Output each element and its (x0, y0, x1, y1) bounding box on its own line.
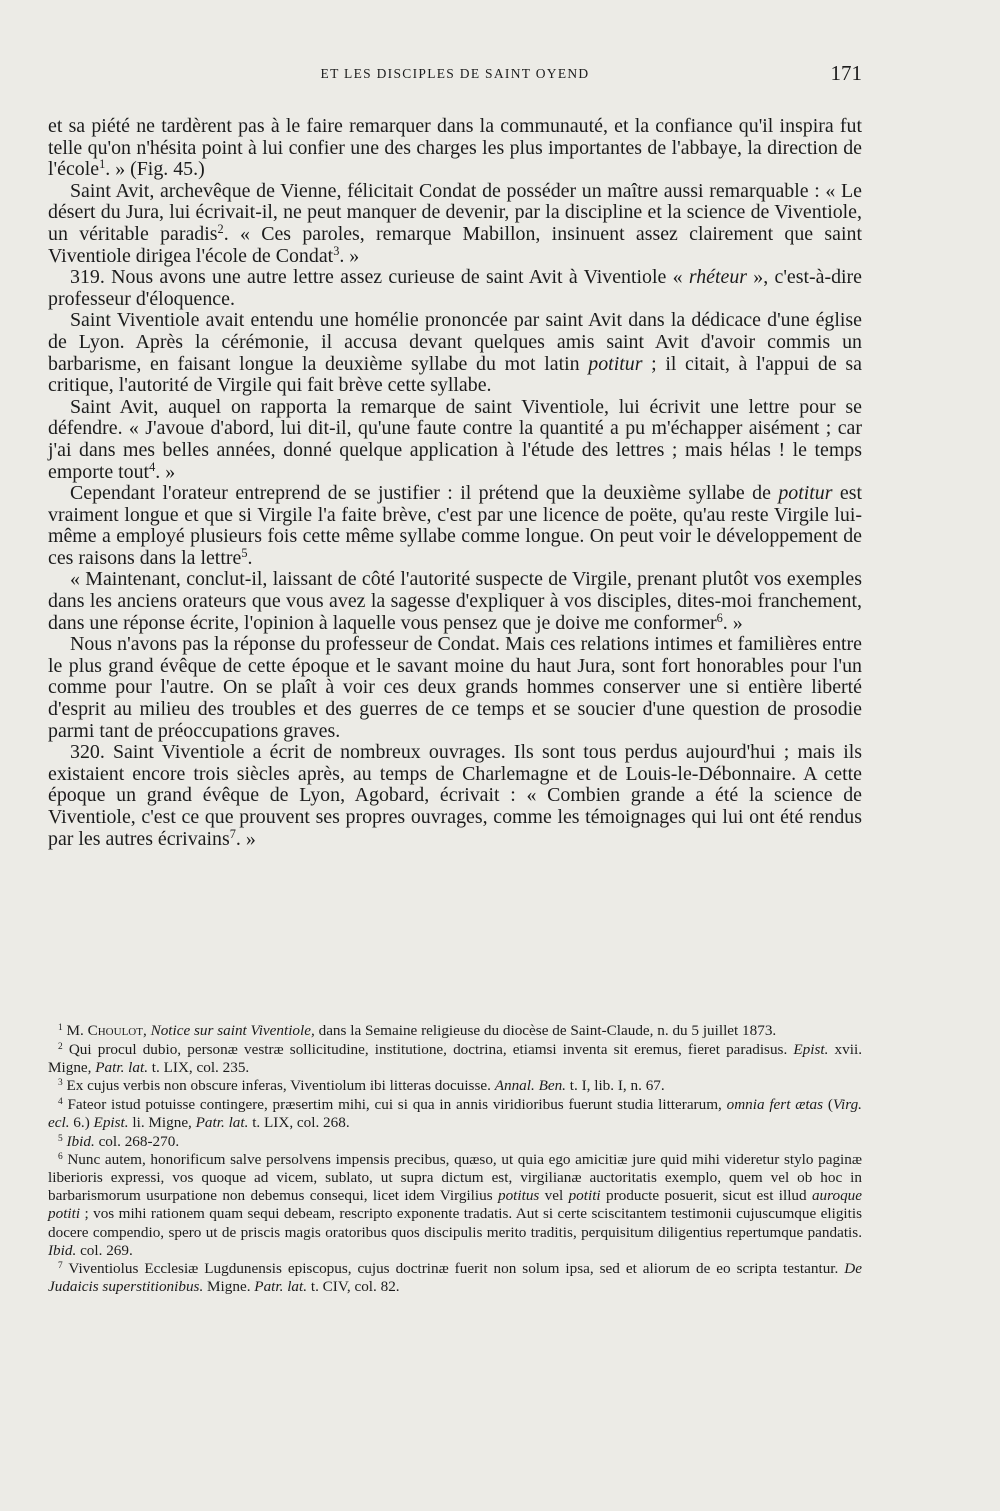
text-run: est vraiment longue et que si Virgile l'a faite brève, c'est par une licence de poëte, qu'au reste Virgile lui-même a employé plusieurs fois cette même syllabe comme longue. On peut voir le développement de ces raisons dans la lettre (48, 482, 862, 569)
text-run: . (247, 546, 253, 569)
note-ref: 1 (99, 157, 106, 172)
note-ref: 7 (58, 1261, 63, 1272)
italic-text: rhéteur (688, 266, 748, 289)
note-ref: 5 (241, 546, 248, 561)
text-run: t. LIX, col. 268. (248, 1113, 350, 1131)
italic-text: potiti (568, 1187, 601, 1205)
footnote (48, 1022, 862, 1040)
italic-text: Ibid. (66, 1132, 95, 1150)
text-run: », c'est-à-dire professeur d'éloquence. (48, 266, 862, 310)
text-run: Viventiolus Ecclesiæ Lugdunensis episcopus, cujus doctrinæ fuerit non solum ipsa, sed et aliorum de eo scripta testantur. (62, 1260, 845, 1278)
text-run: col. 268-270. (94, 1132, 180, 1150)
author-name: Choulot (87, 1022, 143, 1039)
text-run: Nous n'avons pas la réponse du professeur de Condat. Mais ces relations intimes et familières entre le plus grand évêque de cette époque et le savant moine du haut Jura, sont fort honorables pour l'un comme pour l'autre. On se plaît à voir ces deux grands hommes conserver une si entière liberté d'esprit au milieu des troubles et des guerres de ce temps et se soucier d'une question de prosodie parmi tant de préoccupations graves. (48, 633, 862, 742)
text-run: Qui procul dubio, personæ vestræ sollicitudine, institutione, doctrina, etiamsi inventa sit eremus, fieret paradisus. (62, 1040, 794, 1058)
footnotes (48, 1022, 862, 1297)
italic-text: Patr. lat. (95, 1058, 148, 1076)
text-run: t. I, lib. I, n. 67. (565, 1077, 665, 1095)
italic-text: potitur (588, 352, 643, 375)
italic-text: auroque potiti (48, 1187, 862, 1223)
text-run: col. 269. (76, 1241, 133, 1259)
text-run: Cependant l'orateur entreprend de se justifier : il prétend que la deuxième syllabe de (70, 482, 779, 505)
text-run: M. (62, 1022, 88, 1039)
note-ref: 3 (333, 243, 340, 258)
text-run: 6.) (69, 1113, 94, 1131)
text-run: 320. Saint Viventiole a écrit de nombreux ouvrages. Ils sont tous perdus aujourd'hui ; mais ils existaient encore trois siècles après, au temps de Charlemagne et de Louis-le-Débonnaire. A cette époque un grand évêque de Lyon, Agobard, écrivait : « Combien grande a été la science de Viventiole, c'est ce que prouvent ses propres ouvrages, comme les témoignages qui lui ont été rendus par les autres écrivains (48, 741, 862, 850)
text-run: Migne. (203, 1278, 255, 1296)
italic-text: omnia fert ætas (726, 1095, 824, 1113)
italic-text: Epist. (93, 1113, 129, 1131)
paragraph (48, 116, 862, 181)
page-number: 171 (830, 61, 862, 85)
note-ref: 2 (58, 1041, 63, 1052)
paragraph (48, 569, 862, 634)
text-run: . » (339, 244, 360, 267)
body-text (48, 116, 862, 850)
note-ref: 2 (217, 222, 224, 237)
paragraph (48, 397, 862, 483)
footnote (48, 1151, 862, 1260)
footnote (48, 1077, 862, 1095)
text-run: Fateor istud potuisse contingere, præsertim mihi, cui si qua in annis viridioribus fuerunt studia litterarum, (62, 1095, 727, 1113)
text-run: t. LIX, col. 235. (148, 1058, 250, 1076)
text-run: ; il citait, à l'appui de sa critique, l'autorité de Virgile qui fait brève cette syllabe. (48, 352, 862, 397)
text-run: Nunc autem, honorificum salve persolvens impensis precibus, quæso, ut quia ego amicitiæ jure quid mihi videretur stylo paginæ liberioris expressi, vos quoque ad vicem, sublato, ut supra dictum est, virgilianæ auctoritatis exemplo, quem vel ob hoc in barbarismorum usurpatione non debemus consequi, licet idem Virgilius (48, 1151, 862, 1205)
italic-text: Virg. ecl. (48, 1095, 862, 1131)
text-run: Ex cujus verbis non obscure inferas, Viventiolum ibi litteras docuisse. (62, 1077, 495, 1095)
text-run: 319. Nous avons une autre lettre assez curieuse de saint Avit à Viventiole « (70, 266, 689, 289)
text-run: Saint Avit, auquel on rapporta la remarque de saint Viventiole, lui écrivit une lettre pour se défendre. « J'avoue d'abord, lui dit-il, qu'une faute contre la quantité a pu m'échapper aisément ; car j'ai dans mes belles années, donné quelque application à l'étude des lettres ; mais hélas ! le temps emporte tout (48, 395, 862, 483)
footnote (48, 1133, 862, 1151)
text-run: vel (539, 1187, 569, 1205)
italic-text: Notice sur saint Viventiole, (150, 1022, 315, 1039)
paragraph (48, 634, 862, 742)
text-run: . » (235, 827, 256, 850)
note-ref: 3 (58, 1078, 63, 1089)
text-run: ( (823, 1095, 833, 1113)
note-ref: 5 (58, 1133, 63, 1144)
text-run: . » (722, 611, 743, 634)
italic-text: Annal. Ben. (494, 1077, 566, 1095)
text-run: « Maintenant, conclut-il, laissant de côté l'autorité suspecte de Virgile, prenant plutôt vos exemples dans les anciens orateurs que vous avez la sagesse d'expliquer à vos disciples, dites-moi franchement, dans une réponse écrite, l'opinion à laquelle vous pensez que je doive me conformer (48, 568, 862, 634)
paragraph (48, 181, 862, 267)
text-run: ; vos mihi rationem quam sequi debeam, rescripto exponente tradatis. Aut si certe sciscitantem testimonii cujuscumque eligitis docere compendio, spero ut de priscis magis oratoribus quos discipulis merito traditis, perquisitum diligentius repertumque pandatis. (48, 1205, 862, 1241)
note-ref: 6 (716, 610, 723, 625)
note-ref: 4 (149, 459, 156, 474)
text-run: Saint Viventiole avait entendu une homélie prononcée par saint Avit dans la dédicace d'une église de Lyon. Après la cérémonie, il accusa devant quelques amis saint Avit d'avoir commis un barbarisme, en faisant longue la deuxième syllabe du mot latin (48, 309, 862, 375)
italic-text: De Judaicis superstitionibus. (48, 1260, 862, 1296)
paragraph (48, 483, 862, 569)
footnote (48, 1041, 862, 1077)
note-ref: 1 (58, 1022, 63, 1033)
paragraph (48, 742, 862, 850)
text-run: , (142, 1022, 151, 1039)
text-run: dans la Semaine religieuse du diocèse de Saint-Claude, n. du 5 juillet 1873. (314, 1022, 777, 1039)
text-run: . » (155, 460, 176, 483)
page-header (48, 61, 862, 90)
note-ref: 6 (58, 1151, 63, 1162)
text-run: producte posuerit, sicut est illud (600, 1187, 812, 1205)
text-run: . » (Fig. 45.) (105, 158, 205, 181)
italic-text: Epist. (793, 1040, 829, 1058)
text-run: li. Migne, (128, 1113, 196, 1131)
footnote (48, 1096, 862, 1132)
note-ref: 4 (58, 1096, 63, 1107)
paragraph (48, 310, 862, 396)
text-run: Saint Avit, archevêque de Vienne, félicitait Condat de posséder un maître aussi remarquable : « Le désert du Jura, lui écrivait-il, ne peut manquer de devenir, par la discipline et la science de Viventiole, un véritable paradis (48, 179, 862, 245)
italic-text: potitur (778, 482, 833, 505)
text-run: xvii. Migne, (48, 1040, 862, 1076)
text-run: t. CIV, col. 82. (307, 1278, 400, 1296)
note-ref: 7 (229, 826, 236, 841)
italic-text: Ibid. (48, 1241, 77, 1259)
footnote (48, 1260, 862, 1296)
paragraph (48, 267, 862, 310)
text-run: . « Ces paroles, remarque Mabillon, insinuent assez clairement que saint Viventiole dirigea l'école de Condat (48, 222, 862, 267)
text-run: et sa piété ne tardèrent pas à le faire remarquer dans la communauté, et la confiance qu'il inspira fut telle qu'on n'hésita point à lui confier une des charges les plus importantes de l'abbaye, la direction de l'école (48, 115, 862, 181)
running-title: ET LES DISCIPLES DE SAINT OYEND (320, 66, 590, 81)
italic-text: Patr. lat. (195, 1113, 249, 1131)
italic-text: Patr. lat. (254, 1278, 308, 1296)
italic-text: potitus (497, 1187, 540, 1205)
